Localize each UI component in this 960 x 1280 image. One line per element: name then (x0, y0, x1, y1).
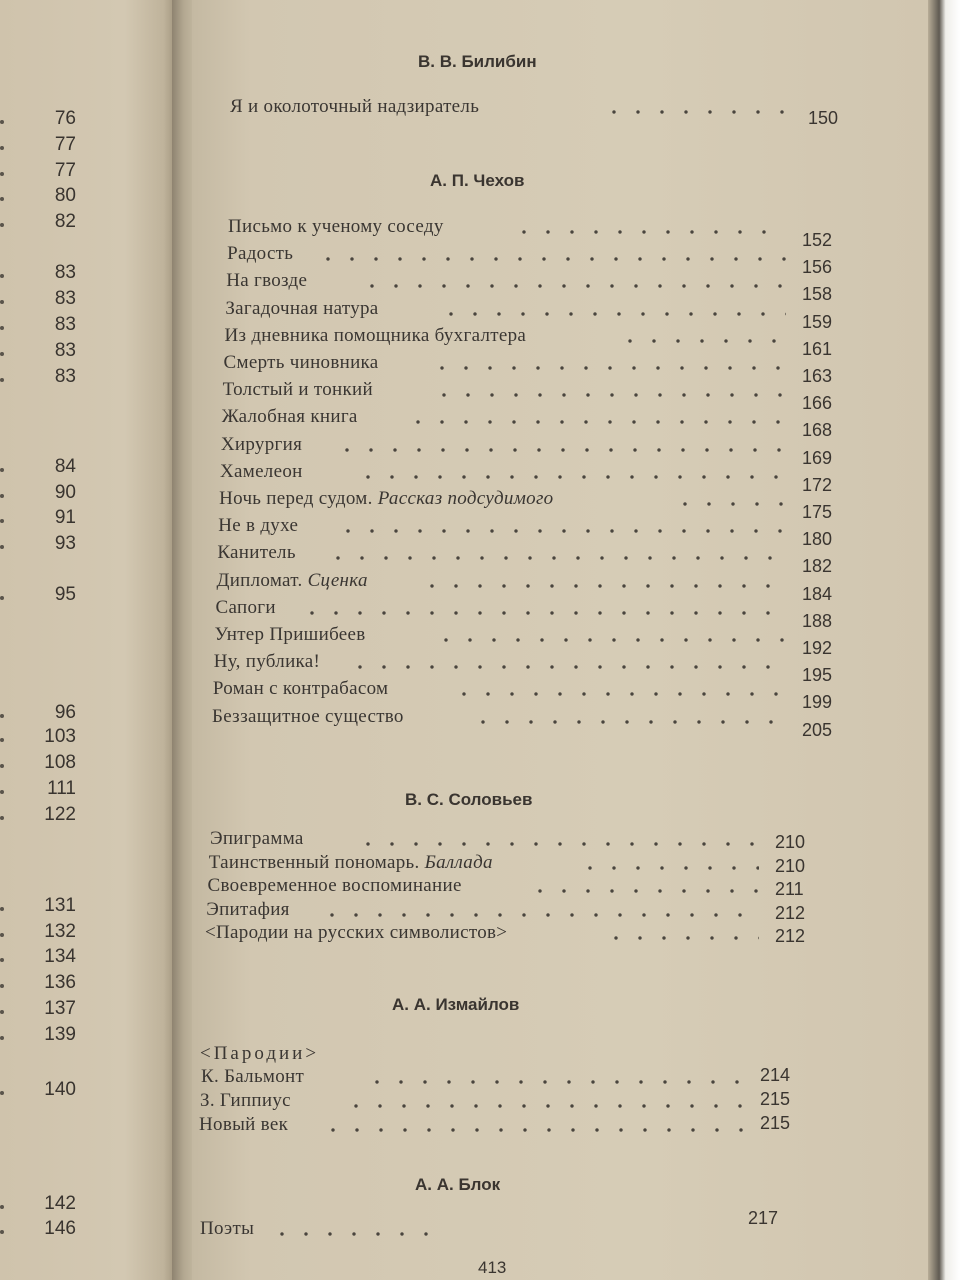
page-number: 169 (801, 447, 833, 468)
entry-title: Эпиграмма (210, 828, 304, 849)
entry-title: Ночь перед судом. Рассказ подсудимого (219, 488, 554, 509)
entry-title: На гвозде (226, 270, 308, 292)
left-page-number: 90 (54, 482, 76, 503)
left-page-number: 76 (54, 108, 76, 129)
dot-leader-fragment (0, 1230, 4, 1234)
entry-title: Хамелеон (220, 460, 303, 482)
page-number: 214 (760, 1065, 791, 1085)
toc-entry (212, 678, 852, 713)
entry-title: Я и околоточный надзиратель (230, 96, 480, 117)
left-page-number: 137 (44, 998, 76, 1019)
toc-entry (205, 922, 825, 948)
toc-entry (218, 515, 852, 550)
toc-entry (223, 352, 852, 386)
page-number: 156 (801, 257, 833, 278)
dot-leader (344, 1104, 744, 1108)
entry-title: Смерть чиновника (223, 352, 379, 373)
dot-leader (420, 584, 786, 588)
toc-entry (200, 1208, 790, 1244)
left-page-number: 134 (44, 946, 76, 967)
left-page-number: 140 (44, 1079, 76, 1100)
entry-title: Канитель (217, 542, 296, 564)
page-number: 192 (801, 638, 833, 658)
dot-leader-fragment (0, 146, 4, 150)
entry-title: <Пародии на русских символистов> (205, 922, 508, 943)
left-page-number: 136 (44, 972, 76, 993)
left-page-number: 122 (44, 804, 76, 825)
toc-entry (216, 569, 852, 604)
entry-title: К. Бальмонт (201, 1066, 305, 1087)
toc-entry (225, 297, 852, 332)
toc-entry (209, 852, 825, 878)
left-page-number: 83 (54, 340, 76, 361)
left-page-number: 83 (54, 262, 76, 283)
toc-entry (201, 1066, 810, 1092)
toc-entry (226, 270, 852, 305)
dot-leader-fragment (0, 1010, 4, 1014)
dot-leader (406, 420, 786, 424)
toc-entry (212, 705, 852, 740)
toc-entry (206, 899, 825, 925)
page-number: 182 (801, 556, 833, 577)
left-page-number: 132 (44, 921, 76, 942)
page-number: 199 (801, 692, 833, 713)
dot-leader-fragment (0, 378, 4, 382)
entry-title: Не в духе (218, 515, 299, 537)
dot-leader (270, 1232, 430, 1236)
page-number: 188 (801, 610, 833, 631)
entry-title: Сапоги (215, 596, 276, 618)
dot-leader (356, 842, 759, 846)
page-number: 212 (775, 926, 806, 946)
entry-title: Жалобная книга (221, 406, 358, 428)
dot-leader (356, 475, 786, 479)
entry-subtitle: Сценка (307, 569, 368, 591)
toc-entry (215, 596, 852, 631)
entry-title: Загадочная натура (225, 297, 379, 319)
dot-leader (452, 692, 786, 696)
left-page-number: 103 (44, 726, 76, 747)
dot-leader (673, 502, 786, 506)
page-number: 150 (808, 108, 839, 128)
entry-title: Радость (227, 243, 294, 265)
author-heading: А. А. Измайлов (392, 995, 520, 1014)
page-number: 158 (801, 284, 833, 305)
toc-entry (228, 216, 852, 250)
page-number: 210 (775, 855, 806, 876)
group-heading: <Пародии> (200, 1043, 320, 1064)
toc-entry (220, 460, 852, 495)
toc-entry (214, 624, 852, 658)
entry-title: Унтер Пришибеев (214, 624, 366, 645)
page-edge (928, 0, 960, 1280)
toc-entry (222, 379, 852, 414)
dot-leader (434, 638, 786, 642)
author-heading: А. П. Чехов (430, 171, 525, 190)
entry-title: Роман с контрабасом (212, 678, 389, 700)
dot-leader (618, 339, 786, 343)
dot-leader-fragment (0, 596, 4, 600)
page-number: 215 (760, 1089, 791, 1109)
left-page-number: 93 (54, 533, 76, 554)
left-page-number: 146 (44, 1218, 76, 1239)
dot-leader (326, 556, 786, 560)
dot-leader (336, 529, 786, 533)
dot-leader-fragment (0, 120, 4, 124)
toc-entry (219, 488, 852, 522)
entry-title: Хирургия (220, 433, 303, 455)
dot-leader (335, 448, 786, 452)
dot-leader-fragment (0, 300, 4, 304)
left-page-number: 77 (54, 160, 76, 181)
left-page-number: 142 (44, 1193, 76, 1214)
dot-leader-fragment (0, 519, 4, 523)
entry-subtitle: Рассказ подсудимого (377, 488, 554, 509)
dot-leader (432, 393, 786, 397)
toc-entry (224, 324, 852, 359)
left-page-number: 131 (44, 895, 76, 916)
dot-leader-fragment (0, 197, 4, 201)
toc-entry (221, 406, 852, 441)
entry-title: З. Гиппиус (200, 1090, 291, 1111)
left-page-number: 83 (54, 288, 76, 309)
dot-leader (602, 110, 798, 114)
author-heading: В. В. Билибин (418, 52, 537, 71)
dot-leader (604, 936, 759, 940)
dot-leader-fragment (0, 223, 4, 227)
dot-leader (348, 665, 786, 669)
dot-leader (430, 366, 786, 370)
toc-entry (200, 1090, 810, 1116)
dot-leader (320, 913, 759, 917)
entry-title: Ну, публика! (213, 651, 321, 673)
page-folio: 413 (478, 1258, 507, 1277)
dot-leader (439, 312, 786, 316)
entry-title: Своевременное воспоминание (207, 875, 462, 896)
left-page (0, 0, 178, 1280)
left-page-number: 77 (54, 134, 76, 155)
dot-leader-fragment (0, 326, 4, 330)
author-heading: В. С. Соловьев (405, 790, 533, 809)
dot-leader-fragment (0, 545, 4, 549)
toc-entry (227, 243, 852, 278)
dot-leader (316, 257, 786, 261)
entry-title: Письмо к ученому соседу (228, 216, 444, 237)
page-number: 180 (801, 529, 833, 550)
left-page-number: 82 (54, 211, 76, 232)
page-number: 195 (801, 665, 833, 686)
left-page-number: 108 (44, 752, 76, 773)
entry-title: Эпитафия (206, 898, 290, 920)
entry-title: Новый век (199, 1114, 289, 1135)
toc-entry (230, 96, 840, 128)
left-page-number: 96 (54, 702, 76, 723)
dot-leader-fragment (0, 714, 4, 718)
left-page-number: 80 (54, 185, 76, 206)
dot-leader (321, 1128, 744, 1132)
dot-leader (512, 230, 786, 234)
dot-leader (471, 720, 786, 724)
page-number: 184 (801, 583, 833, 604)
page-number: 205 (802, 719, 833, 740)
toc-entry (217, 542, 852, 577)
dot-leader-fragment (0, 274, 4, 278)
dot-leader (528, 889, 760, 893)
left-page-number: 83 (54, 366, 76, 387)
toc-entry (213, 651, 852, 686)
dot-leader-fragment (0, 933, 4, 937)
entry-title: Таинственный пономарь. Баллада (208, 851, 493, 873)
entry-title: Из дневника помощника бухгалтера (224, 324, 527, 346)
dot-leader-fragment (0, 1091, 4, 1095)
dot-leader-fragment (0, 984, 4, 988)
page-number: 152 (802, 230, 833, 250)
left-page-number: 111 (47, 778, 76, 799)
entry-title: Беззащитное существо (212, 705, 404, 727)
dot-leader-fragment (0, 468, 4, 472)
page-number: 172 (802, 474, 833, 495)
dot-leader-fragment (0, 352, 4, 356)
page-number: 168 (801, 420, 833, 441)
page-number: 159 (801, 311, 833, 332)
dot-leader (578, 866, 759, 870)
entry-title: Поэты (200, 1218, 255, 1239)
left-page-number: 84 (54, 456, 76, 477)
dot-leader-fragment (0, 790, 4, 794)
left-page-number: 139 (44, 1024, 76, 1045)
dot-leader (360, 284, 786, 288)
toc-entry (199, 1114, 810, 1140)
page-number: 163 (801, 366, 833, 386)
dot-leader-fragment (0, 907, 4, 911)
entry-title: Дипломат. Сценка (216, 569, 368, 591)
page-number: 210 (775, 832, 806, 852)
page-number: 166 (801, 393, 833, 414)
left-page-number: 83 (54, 314, 76, 335)
dot-leader (365, 1080, 744, 1084)
toc-entry (210, 828, 825, 854)
dot-leader-fragment (0, 816, 4, 820)
dot-leader-fragment (0, 494, 4, 498)
dot-leader (300, 611, 786, 615)
page-number: 161 (801, 338, 833, 359)
dot-leader-fragment (0, 764, 4, 768)
page-number: 212 (775, 902, 806, 923)
author-heading: А. А. Блок (415, 1175, 501, 1194)
left-page-number: 91 (54, 507, 76, 528)
left-page-number: 95 (54, 584, 76, 605)
dot-leader-fragment (0, 738, 4, 742)
entry-subtitle: Баллада (424, 851, 493, 873)
toc-entry (220, 433, 852, 468)
toc-entry (208, 875, 826, 901)
entry-title: Толстый и тонкий (222, 379, 373, 401)
dot-leader-fragment (0, 172, 4, 176)
dot-leader-fragment (0, 1036, 4, 1040)
dot-leader-fragment (0, 1205, 4, 1209)
page-number: 215 (760, 1113, 791, 1133)
page-number: 211 (775, 879, 804, 899)
page-number: 217 (748, 1208, 779, 1228)
page-number: 175 (801, 502, 833, 522)
dot-leader-fragment (0, 958, 4, 962)
